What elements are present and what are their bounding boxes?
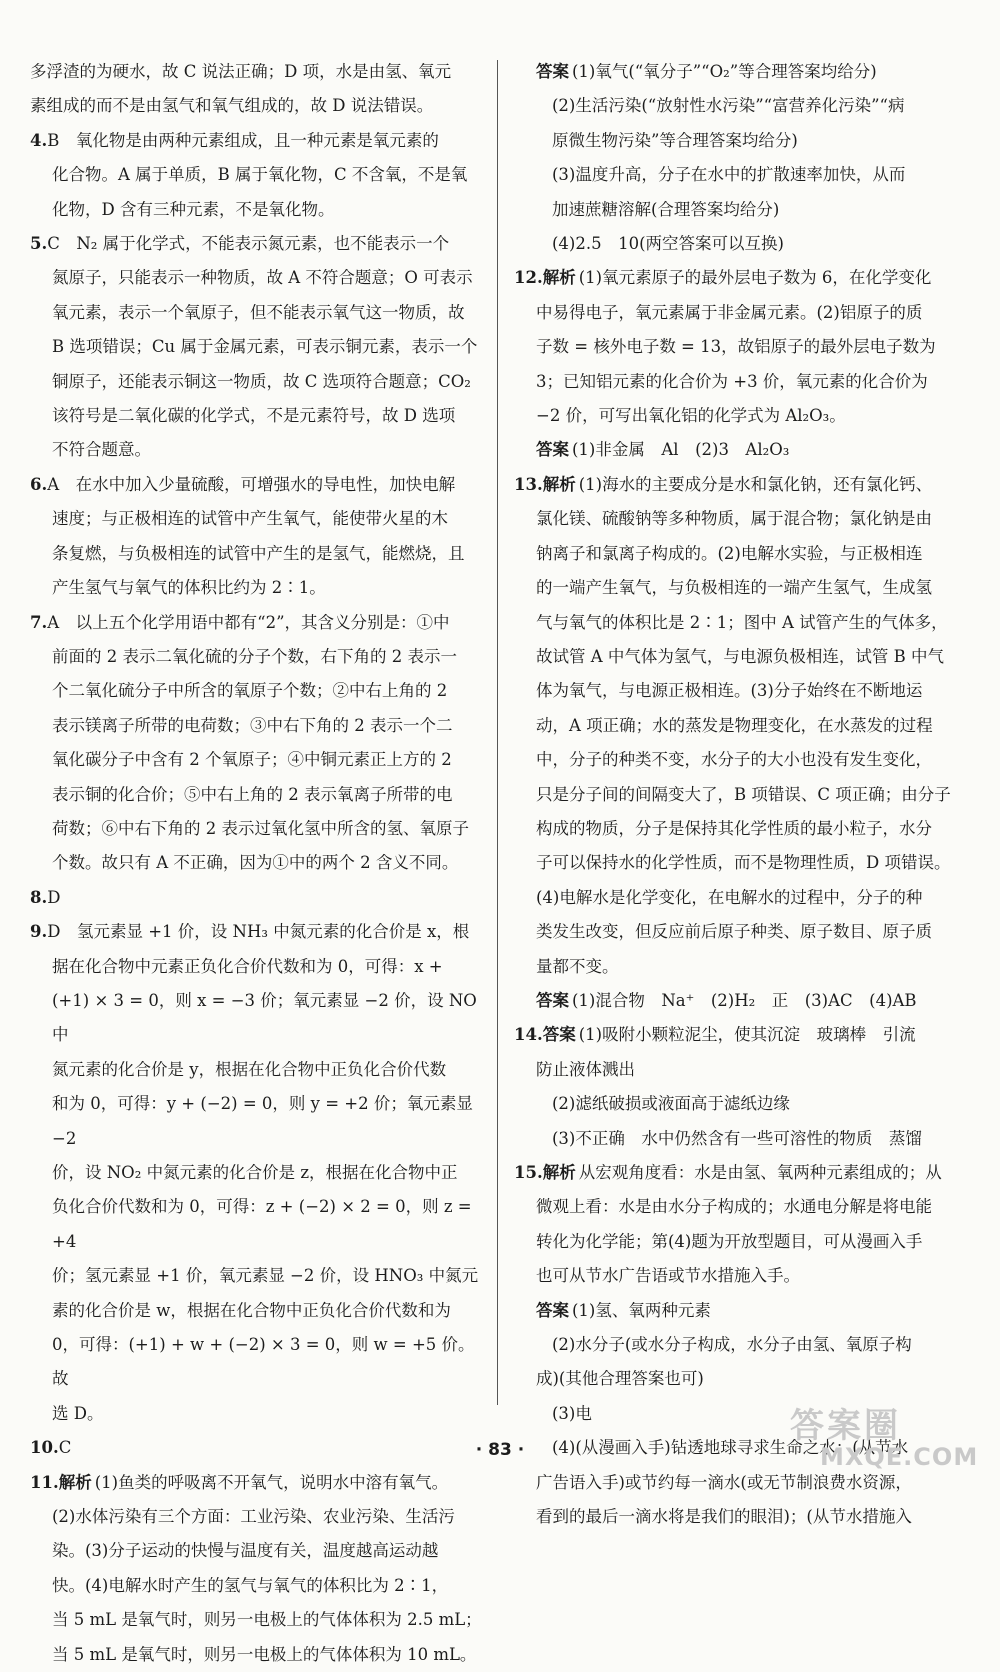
text-line: 答案 (1)混合物 Na⁺ (2)H₂ 正 (3)AC (4)AB (536, 990, 917, 1010)
question-5 (30, 227, 482, 468)
text-line: (2)水体污染有三个方面：工业污染、农业污染、生活污 (52, 1507, 455, 1527)
question-11 (30, 1466, 482, 1672)
item-first-line (514, 1018, 976, 1052)
text-line: 动，A 项正确；水的蒸发是物理变化，在水蒸发的过程 (536, 715, 933, 735)
item-text: B 氧化物是由两种元素组成，且一种元素是氧元素的 (47, 130, 439, 150)
keyword-label: 解析 (542, 268, 576, 288)
item-number: 5. (30, 234, 48, 254)
item-text: A 在水中加入少量硫酸，可增强水的导电性，加快电解 (47, 474, 456, 494)
text-line: 当 5 mL 是氧气时，则另一电极上的气体体积为 10 mL。 (52, 1644, 477, 1664)
text-line: 氮原子，只能表示一种物质，故 A 不符合题意；O 可表示 (52, 268, 473, 288)
text-line: 据在化合物中元素正负化合价代数和为 0，可得：x + (52, 956, 443, 976)
text-line: 中易得电子，氧元素属于非金属元素。(2)铝原子的质 (536, 302, 923, 322)
question-15 (514, 1156, 976, 1534)
text-line: −2 价，可写出氧化铝的化学式为 Al₂O₃。 (536, 406, 846, 426)
text-line: 价，设 NO₂ 中氮元素的化合价是 z，根据在化合物中正 (52, 1163, 458, 1182)
text-line: 素组成的而不是由氢气和氧气组成的，故 D 说法错误。 (30, 96, 434, 116)
text-line: 只是分子间的间隔变大了，B 项错误、C 项正确；由分子 (536, 784, 951, 804)
text-line: 子可以保持水的化学性质，而不是物理性质，D 项错误。 (536, 853, 951, 873)
item-text: C (58, 1438, 72, 1458)
text-line: 多浮渣的为硬水，故 C 说法正确；D 项，水是由氢、氧元 (30, 62, 452, 81)
text-line: 和为 0，可得：y + (−2) = 0，则 y = +2 价；氧元素显 −2 (52, 1094, 473, 1148)
keyword-label: 答案 (542, 1025, 576, 1045)
item-first-line (514, 468, 976, 502)
text-line: (3)电 (552, 1403, 592, 1423)
text-line: 前面的 2 表示二氧化硫的分子个数，右下角的 2 表示一 (52, 646, 457, 666)
text-line: 荷数；⑥中右下角的 2 表示过氧化氢中所含的氢、氧原子 (52, 818, 469, 838)
question-12 (514, 261, 976, 467)
text-line: 体为氧气，与电源正极相连。(3)分子始终在不断地运 (536, 681, 923, 701)
text-line: 类发生改变，但反应前后原子种类、原子数目、原子质 (536, 922, 932, 942)
item-first-line (30, 124, 482, 158)
item-first-line (514, 261, 976, 295)
item-number: 13. (514, 474, 543, 494)
text-line: 的一端产生氧气，与负极相连的一端产生氢气，生成氢 (536, 578, 932, 598)
text-line: 化合物。A 属于单质，B 属于氧化物，C 不含氧，不是氧 (52, 165, 468, 185)
text-line: 选 D。 (52, 1403, 104, 1423)
text-line: 构成的物质，分子是保持其化学性质的最小粒子，水分 (536, 818, 932, 838)
item-text: 解析 (1)鱼类的呼吸离不开氧气，说明水中溶有氧气。 (58, 1472, 449, 1492)
left-column (30, 55, 482, 1664)
text-line: 染。(3)分子运动的快慢与温度有关，温度越高运动越 (52, 1541, 439, 1561)
text-line: 氯化镁、硫酸钠等多种物质，属于混合物；氯化钠是由 (536, 509, 932, 529)
question-14 (514, 1018, 976, 1156)
keyword-label: 解析 (542, 1163, 576, 1182)
watermark-top: 答案圈 (790, 1406, 901, 1446)
answer-11 (514, 55, 976, 261)
text-line: 防止液体溅出 (536, 1059, 635, 1079)
text-line: 化物，D 含有三种元素，不是氧化物。 (52, 199, 335, 219)
keyword-label: 解析 (58, 1472, 92, 1492)
item-first-line (30, 881, 482, 915)
item-number: 7. (30, 612, 48, 632)
question-8 (30, 881, 482, 915)
text-line: 价；氢元素显 +1 价，氧元素显 −2 价，设 HNO₃ 中氮元 (52, 1266, 479, 1286)
text-line: 0，可得：(+1) + w + (−2) × 3 = 0，则 w = +5 价。故 (52, 1335, 475, 1389)
item-text: 解析 从宏观角度看：水是由氢、氧两种元素组成的；从 (542, 1163, 942, 1182)
intro-continuation (30, 55, 482, 124)
page-number: · 83 · (475, 1440, 525, 1460)
item-text: A 以上五个化学用语中都有“2”，其含义分别是：①中 (47, 612, 450, 632)
text-line: 表示铜的化合价；⑤中右上角的 2 表示氧离子所带的电 (52, 784, 453, 804)
item-number: 9. (30, 922, 48, 942)
text-line: 铜原子，还能表示铜这一物质，故 C 选项符合题意；CO₂ (52, 371, 471, 391)
text-line: 氮元素的化合价是 y，根据在化合物中正负化合价代数 (52, 1059, 447, 1079)
item-number: 6. (30, 474, 48, 494)
item-number: 11. (30, 1472, 59, 1492)
question-4 (30, 124, 482, 227)
text-line: 答案 (1)非金属 Al (2)3 Al₂O₃ (536, 440, 790, 460)
text-line: 子数 = 核外电子数 = 13，故铝原子的最外层电子数为 (536, 337, 936, 357)
text-line: 个数。故只有 A 不正确，因为①中的两个 2 含义不同。 (52, 853, 459, 873)
text-line: 广告语入手)或节约每一滴水(或无节制浪费水资源， (536, 1472, 912, 1492)
text-line: 速度；与正极相连的试管中产生氧气，能使带火星的木 (52, 509, 448, 529)
text-line: 量都不变。 (536, 956, 619, 976)
text-line: 条复燃，与负极相连的试管中产生的是氢气，能燃烧，且 (52, 543, 465, 563)
item-number: 14. (514, 1025, 543, 1045)
text-line: 答案 (1)氢、氧两种元素 (536, 1300, 711, 1320)
text-line: (2)水分子(或水分子构成，水分子由氢、氧原子构 (552, 1335, 912, 1355)
item-text: D (47, 887, 61, 907)
item-number: 15. (514, 1163, 543, 1182)
text-line: 答案 (1)氧气(“氧分子”“O₂”等合理答案均给分) (536, 62, 877, 81)
text-line: 该符号是二氧化碳的化学式，不是元素符号，故 D 选项 (52, 406, 456, 426)
item-number: 10. (30, 1438, 59, 1458)
text-line: 氧化碳分子中含有 2 个氧原子；④中铜元素正上方的 2 (52, 750, 452, 770)
keyword-label: 答案 (536, 1300, 569, 1320)
text-line: 快。(4)电解水时产生的氢气与氧气的体积比为 2∶1， (52, 1575, 449, 1595)
text-line: (4)电解水是化学变化，在电解水的过程中，分子的种 (536, 887, 923, 907)
item-number: 12. (514, 268, 543, 288)
text-line: 表示镁离子所带的电荷数；③中右下角的 2 表示一个二 (52, 715, 453, 735)
item-text: 答案 (1)吸附小颗粒泥尘，使其沉淀 玻璃棒 引流 (542, 1025, 916, 1045)
keyword-label: 答案 (536, 62, 569, 81)
keyword-label: 答案 (536, 990, 569, 1010)
text-line: (4)(从漫画入手)钻透地球寻求生命之水；(从节水 (552, 1438, 909, 1458)
text-line: 微观上看：水是由水分子构成的；水通电分解是将电能 (536, 1197, 932, 1217)
text-line: 看到的最后一滴水将是我们的眼泪)；(从节水措施入 (536, 1507, 912, 1527)
item-text: D 氢元素显 +1 价，设 NH₃ 中氮元素的化合价是 x，根 (47, 922, 470, 942)
text-line: (3)温度升高，分子在水中的扩散速率加快，从而 (552, 165, 906, 185)
text-line: 加速蔗糖溶解(合理答案均给分) (552, 199, 780, 219)
watermark-bottom: MXQE.COM (820, 1443, 979, 1471)
item-first-line (30, 468, 482, 502)
item-text: C N₂ 属于化学式，不能表示氮元素，也不能表示一个 (47, 234, 450, 254)
text-line: 中，分子的种类不变，水分子的大小也没有发生变化， (536, 750, 932, 770)
question-6 (30, 468, 482, 606)
keyword-label: 解析 (542, 474, 576, 494)
item-text: 解析 (1)氧元素原子的最外层电子数为 6，在化学变化 (542, 268, 932, 288)
text-line: 负化合价代数和为 0，可得：z + (−2) × 2 = 0，则 z = +4 (52, 1197, 472, 1251)
keyword-label: 答案 (536, 440, 569, 460)
item-first-line (514, 1156, 976, 1190)
item-number: 4. (30, 130, 48, 150)
text-line: (4)2.5 10(两空答案可以互换) (552, 234, 784, 254)
text-line: 素的化合价是 w，根据在化合物中正负化合价代数和为 (52, 1300, 451, 1320)
text-line: 成)(其他合理答案也可) (536, 1369, 704, 1389)
text-line: 3；已知铝元素的化合价为 +3 价，氧元素的化合价为 (536, 371, 928, 391)
text-line: 不符合题意。 (52, 440, 151, 460)
item-first-line (30, 915, 482, 949)
item-first-line (30, 227, 482, 261)
item-number: 8. (30, 887, 48, 907)
question-13 (514, 468, 976, 1019)
item-first-line (30, 606, 482, 640)
text-line: 钠离子和氯离子构成的。(2)电解水实验，与正极相连 (536, 543, 923, 563)
text-line: 当 5 mL 是氧气时，则另一电极上的气体体积为 2.5 mL； (52, 1610, 482, 1630)
text-line: 产生氢气与氧气的体积比约为 2∶1。 (52, 578, 326, 598)
item-text: 解析 (1)海水的主要成分是水和氯化钠，还有氯化钙、 (542, 474, 933, 494)
column-divider (497, 60, 498, 1405)
text-line: 故试管 A 中气体为氢气，与电源负极相连，试管 B 中气 (536, 646, 945, 666)
text-line: 也可从节水广告语或节水措施入手。 (536, 1266, 800, 1286)
text-line: 氧元素，表示一个氧原子，但不能表示氧气这一物质，故 (52, 302, 465, 322)
text-line: 气与氧气的体积比是 2∶1；图中 A 试管产生的气体多， (536, 612, 948, 632)
text-line: 个二氧化硫分子中所含的氧原子个数；②中右上角的 2 (52, 681, 448, 701)
question-7 (30, 606, 482, 881)
text-line: 原微生物污染”等合理答案均给分) (552, 130, 798, 150)
text-line: (+1) × 3 = 0，则 x = −3 价；氧元素显 −2 价，设 NO 中 (52, 990, 477, 1045)
item-first-line (30, 1466, 482, 1500)
text-line: (2)滤纸破损或液面高于滤纸边缘 (552, 1094, 790, 1114)
text-line: B 选项错误；Cu 属于金属元素，可表示铜元素，表示一个 (52, 337, 478, 357)
text-line: 转化为化学能；第(4)题为开放型题目，可从漫画入手 (536, 1231, 923, 1251)
text-line: (3)不正确 水中仍然含有一些可溶性的物质 蒸馏 (552, 1128, 922, 1148)
question-9 (30, 915, 482, 1431)
text-line: (2)生活污染(“放射性水污染”“富营养化污染”“病 (552, 96, 905, 116)
